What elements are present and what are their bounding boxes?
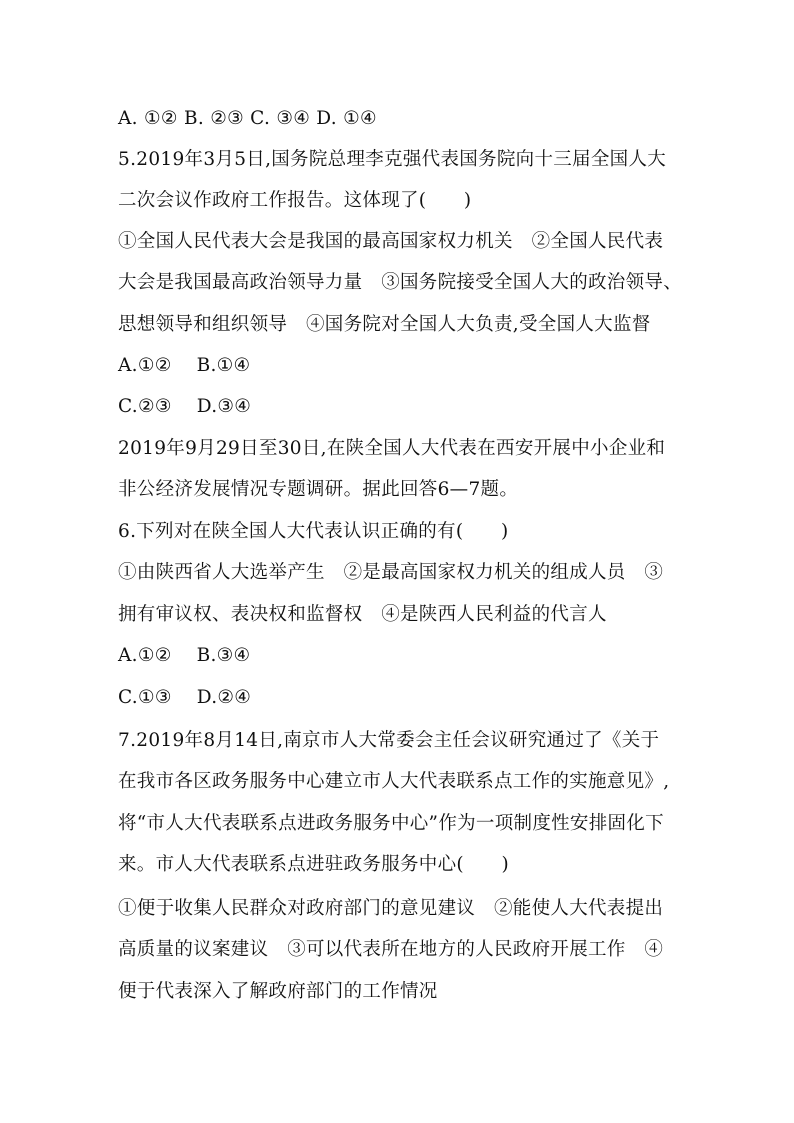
- q5-stem-line-2: 二次会议作政府工作报告。这体现了( ): [118, 190, 472, 211]
- q5-options-ab: A.①② B.①④: [118, 355, 251, 376]
- material-line-2: 非公经济发展情况专题调研。据此回答6—7题。: [118, 479, 519, 500]
- material-line-1: 2019年9月29日至30日,在陕全国人大代表在西安开展中小企业和: [118, 438, 666, 459]
- q5-statements-line-3: 思想领导和组织领导 ④国务院对全国人大负责,受全国人大监督: [118, 314, 651, 335]
- q7-stem-line-4: 来。市人大代表联系点进驻政务服务中心( ): [118, 854, 510, 875]
- q5-statements-line-1: ①全国人民代表大会是我国的最高国家权力机关 ②全国人民代表: [118, 231, 664, 252]
- q7-stem-line-3: 将“市人大代表联系点进政务服务中心”作为一项制度性安排固化下: [118, 813, 664, 834]
- q5-statements-line-2: 大会是我国最高政治领导力量 ③国务院接受全国人大的政治领导、: [118, 272, 683, 293]
- q4-options: A. ①② B. ②③ C. ③④ D. ①④: [118, 108, 377, 129]
- q7-statements-line-1: ①便于收集人民群众对政府部门的意见建议 ②能使人大代表提出: [118, 898, 664, 919]
- q6-options-ab: A.①② B.③④: [118, 645, 251, 666]
- q6-statements-line-2: 拥有审议权、表决权和监督权 ④是陕西人民利益的代言人: [118, 604, 607, 625]
- q7-statements-line-3: 便于代表深入了解政府部门的工作情况: [118, 981, 438, 1002]
- q7-stem-line-2: 在我市各区政务服务中心建立市人大代表联系点工作的实施意见》,: [118, 771, 670, 792]
- q6-stem: 6.下列对在陕全国人大代表认识正确的有( ): [118, 521, 509, 542]
- q6-statements-line-1: ①由陕西省人大选举产生 ②是最高国家权力机关的组成人员 ③: [118, 562, 664, 583]
- q7-stem-line-1: 7.2019年8月14日,南京市人大常委会主任会议研究通过了《关于: [118, 730, 660, 751]
- q7-statements-line-2: 高质量的议案建议 ③可以代表所在地方的人民政府开展工作 ④: [118, 939, 664, 960]
- q5-stem-line-1: 5.2019年3月5日,国务院总理李克强代表国务院向十三届全国人大: [118, 149, 667, 170]
- q5-options-cd: C.②③ D.③④: [118, 396, 252, 417]
- q6-options-cd: C.①③ D.②④: [118, 687, 252, 708]
